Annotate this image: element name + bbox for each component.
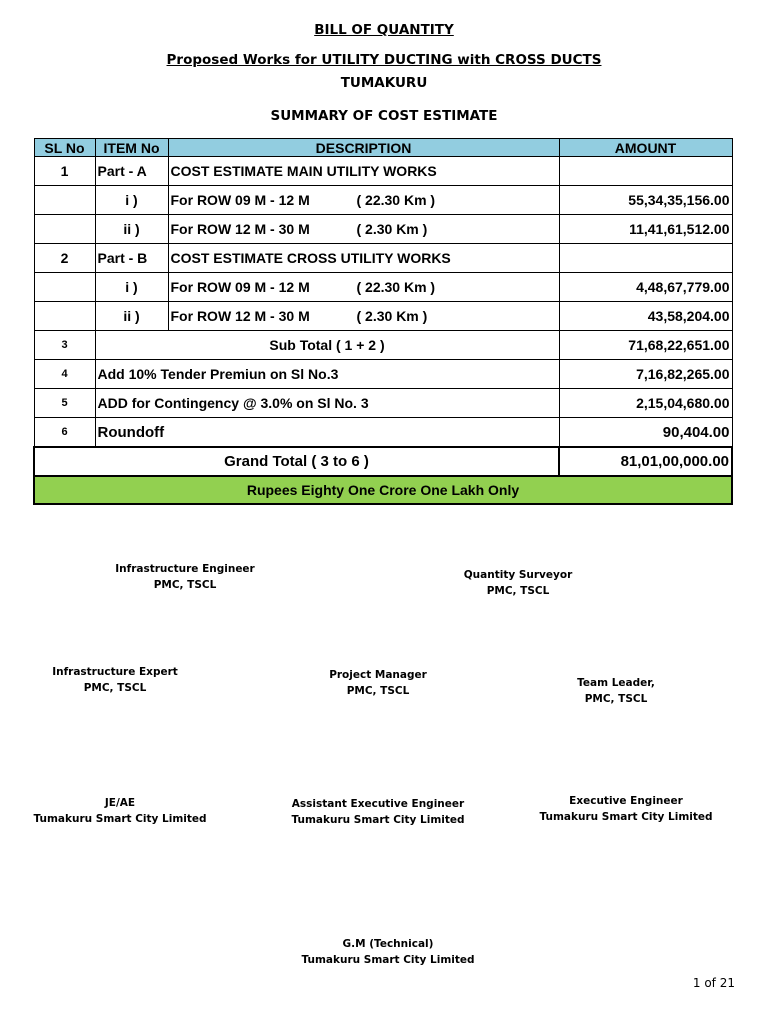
signatory-org: Tumakuru Smart City Limited [539,811,713,823]
description-cell: COST ESTIMATE CROSS UTILITY WORKS [168,244,559,273]
sl-cell [34,273,95,302]
signatory-assistant-executive-engineer [283,796,473,828]
signatory-role: Infrastructure Engineer [115,563,255,575]
description-cell [168,273,559,302]
amount-cell: 43,58,204.00 [559,302,732,331]
subtotal-amount: 71,68,22,651.00 [559,331,732,360]
contingency-amount: 2,15,04,680.00 [559,389,732,418]
contingency-row [34,389,732,418]
amount-cell: 11,41,61,512.00 [559,215,732,244]
description-cell: COST ESTIMATE MAIN UTILITY WORKS [168,157,559,186]
description-cell [168,302,559,331]
amount-in-words-row [34,476,732,504]
sl-cell: 3 [34,331,95,360]
grand-total-row [34,447,732,476]
table-row [34,273,732,302]
amount-cell [559,244,732,273]
signatory-org: PMC, TSCL [153,579,217,591]
signatory-role: Assistant Executive Engineer [291,798,465,810]
tender-premium-row [34,360,732,389]
subtotal-label: Sub Total ( 1 + 2 ) [95,331,559,360]
description-cell [168,186,559,215]
item-cell: Part - A [95,157,168,186]
row-range: For ROW 09 M - 12 M [170,279,310,295]
doc-location: TUMAKURU [340,75,428,91]
row-length: ( 22.30 Km ) [356,279,436,295]
signatory-project-manager [288,667,468,699]
item-cell: i ) [95,273,168,302]
col-header-amount: AMOUNT [559,139,732,157]
signatory-executive-engineer [531,793,721,825]
sl-cell: 6 [34,418,95,448]
tender-premium-amount: 7,16,82,265.00 [559,360,732,389]
amount-cell: 55,34,35,156.00 [559,186,732,215]
description-cell [168,215,559,244]
signatory-quantity-surveyor [428,567,608,599]
item-cell: Part - B [95,244,168,273]
signatory-role: Executive Engineer [569,795,683,807]
table-row [34,244,732,273]
tender-premium-label: Add 10% Tender Premiun on Sl No.3 [95,360,559,389]
doc-subtitle: Proposed Works for UTILITY DUCTING with CROSS DUCTS [166,52,602,68]
signatory-role: Team Leader, [577,677,655,689]
signatory-infrastructure-engineer [95,561,275,593]
roundoff-row [34,418,732,448]
row-length: ( 2.30 Km ) [356,221,428,237]
row-range: For ROW 09 M - 12 M [170,192,310,208]
col-header-description: DESCRIPTION [168,139,559,157]
signatory-infrastructure-expert [25,664,205,696]
signatory-org: PMC, TSCL [584,693,648,705]
row-range: For ROW 12 M - 30 M [170,308,310,324]
table-header-row [34,139,732,157]
signatory-org: PMC, TSCL [346,685,410,697]
signatory-org: PMC, TSCL [486,585,550,597]
sl-cell: 5 [34,389,95,418]
subtotal-row [34,331,732,360]
row-length: ( 2.30 Km ) [356,308,428,324]
amount-cell: 4,48,67,779.00 [559,273,732,302]
table-row [34,302,732,331]
row-range: For ROW 12 M - 30 M [170,221,310,237]
col-header-item: ITEM No [95,139,168,157]
signatory-role: JE/AE [104,797,136,809]
signatory-gm-technical [293,936,483,968]
sl-cell: 2 [34,244,95,273]
grand-total-label: Grand Total ( 3 to 6 ) [34,447,559,476]
signatory-org: PMC, TSCL [83,682,147,694]
item-cell: ii ) [95,302,168,331]
summary-heading: SUMMARY OF COST ESTIMATE [270,108,498,124]
signatory-role: Infrastructure Expert [52,666,178,678]
sl-cell: 4 [34,360,95,389]
sl-cell [34,302,95,331]
contingency-label: ADD for Contingency @ 3.0% on Sl No. 3 [95,389,559,418]
table-row [34,215,732,244]
item-cell: i ) [95,186,168,215]
signatory-role: Project Manager [329,669,427,681]
sl-cell: 1 [34,157,95,186]
page-number: 1 of 21 [692,976,735,990]
signatory-team-leader [526,675,706,707]
amount-cell [559,157,732,186]
row-length: ( 22.30 Km ) [356,192,436,208]
amount-in-words: Rupees Eighty One Crore One Lakh Only [34,476,732,504]
signatory-org: Tumakuru Smart City Limited [291,814,465,826]
signatory-org: Tumakuru Smart City Limited [33,813,207,825]
signatory-org: Tumakuru Smart City Limited [301,954,475,966]
sl-cell [34,215,95,244]
signatory-role: Quantity Surveyor [463,569,573,581]
signatory-role: G.M (Technical) [342,938,434,950]
item-cell: ii ) [95,215,168,244]
doc-title: BILL OF QUANTITY [314,22,454,38]
table-row [34,157,732,186]
signatory-je-ae [25,795,215,827]
col-header-sl: SL No [34,139,95,157]
grand-total-amount: 81,01,00,000.00 [559,447,732,476]
sl-cell [34,186,95,215]
roundoff-amount: 90,404.00 [559,418,732,448]
roundoff-label: Roundoff [95,418,559,448]
cost-summary-table [33,138,733,505]
table-row [34,186,732,215]
